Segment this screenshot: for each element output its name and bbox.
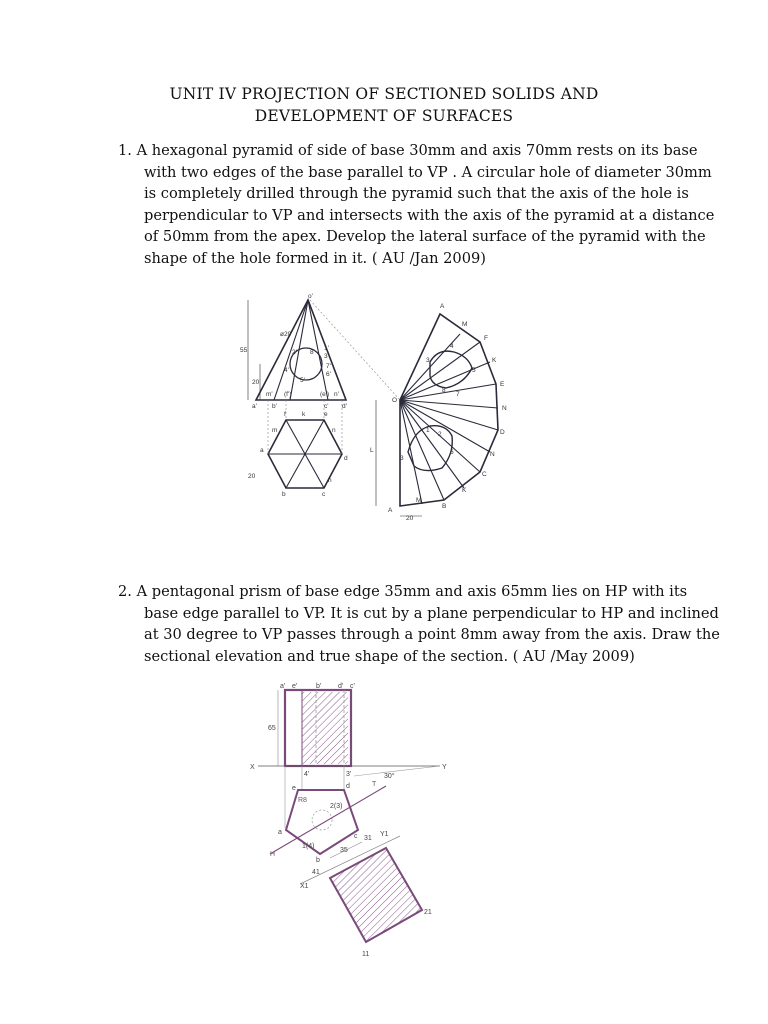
label-h3b: 3: [400, 455, 404, 462]
label-Y: Y: [442, 764, 447, 771]
label-A-top: A: [440, 303, 445, 310]
label-h65: 65: [268, 725, 276, 732]
label-M-top: M: [462, 321, 468, 328]
label-h55: 55: [240, 347, 248, 354]
q2-line: 2. A pentagonal prism of base edge 35mm and axis 65mm lies on HP with its: [118, 583, 688, 600]
label-p6: 6': [326, 371, 331, 378]
label-d1: d': [342, 403, 347, 410]
q2-line: sectional elevation and true shape of the section. ( AU /May 2009): [144, 647, 635, 665]
label-h5: 5: [472, 367, 476, 374]
label-N-top: N: [502, 405, 507, 412]
label-K-top: K: [492, 357, 497, 364]
label-F: F: [484, 335, 488, 342]
label-T: T: [372, 781, 377, 788]
label-D: D: [500, 429, 505, 436]
label-K: K: [462, 487, 467, 494]
label-p14: 1(4): [302, 843, 315, 850]
label-b1: b': [272, 403, 277, 410]
label-f1: (f'): [284, 391, 292, 398]
label-f: f: [284, 411, 286, 418]
label-a: a: [278, 829, 282, 836]
label-h7: 7: [456, 391, 460, 398]
label-d: d: [346, 783, 350, 790]
label-d: d: [344, 455, 348, 462]
label-C: C: [482, 471, 487, 478]
label-p4: 4': [284, 367, 289, 374]
label-q4: 41: [312, 869, 320, 876]
label-h2: 2: [438, 431, 442, 438]
page-title-line1: UNIT IV PROJECTION OF SECTIONED SOLIDS AND: [169, 85, 599, 103]
label-h8: 8: [442, 387, 446, 394]
label-q2: 21: [424, 909, 432, 916]
label-b1: b': [316, 683, 322, 690]
label-m1: m': [266, 391, 273, 398]
label-angle: 30°: [384, 773, 395, 780]
label-p4: 4': [304, 771, 310, 778]
label-b: b: [282, 491, 286, 498]
label-p23: 2(3): [330, 803, 343, 810]
label-q3: 31: [364, 835, 372, 842]
q1-line: 1. A hexagonal pyramid of side of base 30mm and axis 70mm rests on its base: [118, 142, 698, 159]
label-dim35: 35: [340, 847, 348, 854]
label-n1: n': [334, 391, 339, 398]
figure-1-hexagonal-pyramid-development: [228, 292, 514, 524]
label-k: k: [302, 411, 306, 418]
label-e1: e': [292, 683, 298, 690]
q1-line: shape of the hole formed in it. ( AU /Jan 2009): [144, 249, 486, 267]
label-e: e: [324, 411, 328, 418]
label-q1: 11: [362, 951, 370, 958]
question-1: [118, 140, 715, 270]
label-e: e: [292, 785, 296, 792]
label-n: n: [332, 427, 336, 434]
label-L: L: [370, 447, 374, 454]
label-M: M: [416, 497, 422, 504]
label-m: m: [272, 427, 278, 434]
label-p2: 2': [292, 349, 297, 356]
q2-line: base edge parallel to VP. It is cut by a plane perpendicular to HP and inclined: [144, 604, 719, 622]
label-c: c: [322, 491, 326, 498]
label-c1: c': [350, 683, 355, 690]
label-c1: c': [324, 403, 329, 410]
figure-2-pentagonal-prism-section: [240, 678, 468, 968]
label-a1: a': [280, 683, 286, 690]
label-o1: o': [308, 293, 313, 300]
label-a1: a': [252, 403, 257, 410]
q1-line: perpendicular to VP and intersects with the axis of the pyramid at a distance: [144, 206, 715, 224]
q1-line: is completely drilled through the pyramid such that the axis of the hole is: [144, 185, 689, 203]
label-h: h: [328, 477, 332, 484]
label-d1: d': [338, 683, 344, 690]
label-p3: 3': [324, 353, 329, 360]
label-H: H: [270, 851, 276, 858]
label-p3: 3': [346, 771, 352, 778]
label-b: b: [316, 857, 320, 864]
label-E: E: [500, 381, 505, 388]
label-B: B: [442, 503, 447, 510]
label-h1: 1: [426, 427, 430, 434]
label-dim20: 20: [248, 473, 256, 480]
label-p7: 7': [326, 363, 331, 370]
label-Y1: Y1: [380, 831, 389, 838]
label-dia: ø20: [280, 331, 292, 338]
label-h3: 3: [426, 357, 430, 364]
label-a: a: [260, 447, 264, 454]
label-h20: 20: [252, 379, 260, 386]
label-h6: 6: [450, 449, 454, 456]
label-O: O: [392, 397, 398, 404]
label-N: N: [490, 451, 495, 458]
page-title-line2: DEVELOPMENT OF SURFACES: [254, 107, 514, 125]
label-X1: X1: [300, 883, 309, 890]
q2-line: at 30 degree to VP passes through a point 8mm away from the axis. Draw the: [144, 626, 720, 644]
label-dev-dim: 20: [406, 515, 414, 522]
question-2: [118, 581, 720, 667]
label-e1: (e'): [320, 391, 330, 398]
label-X: X: [250, 764, 255, 771]
label-h4: 4: [450, 343, 454, 350]
label-p1: 1': [324, 345, 329, 352]
label-p5: 5': [300, 377, 305, 384]
label-p8: 8': [310, 349, 315, 356]
label-c: c: [354, 833, 358, 840]
label-A: A: [388, 507, 393, 514]
q1-line: with two edges of the base parallel to VP . A circular hole of diameter 30mm: [144, 163, 712, 181]
label-R8: R8: [298, 797, 307, 804]
q1-line: of 50mm from the apex. Develop the lateral surface of the pyramid with the: [144, 228, 706, 246]
